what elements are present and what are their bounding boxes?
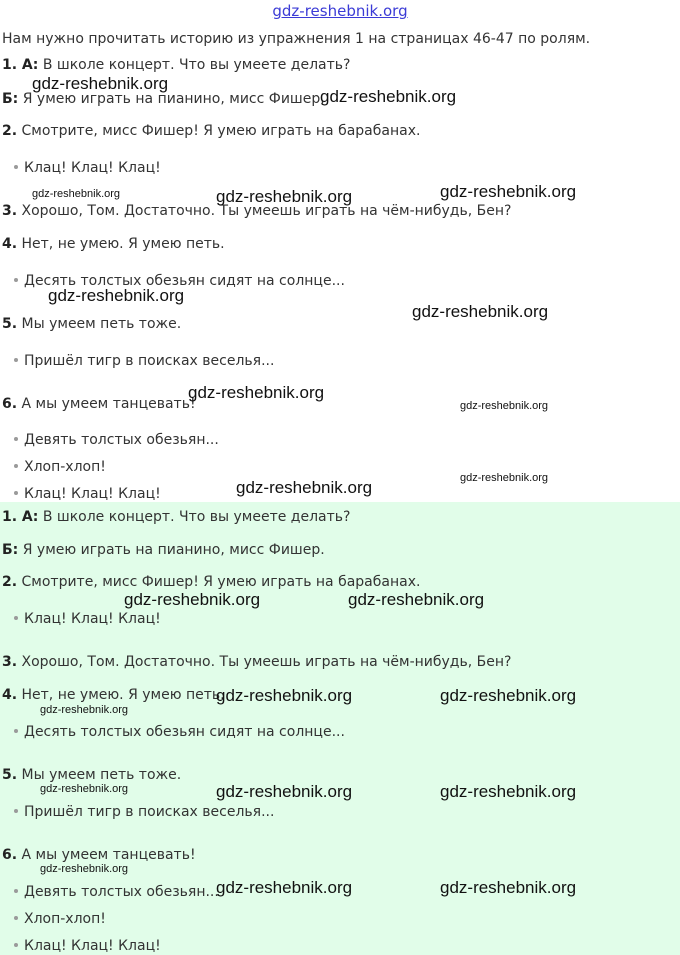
line-text: В школе концерт. Что вы умеете делать?	[38, 57, 351, 73]
watermark: gdz-reshebnik.org	[40, 863, 129, 875]
bullet-text: Девять толстых обезьян...	[24, 432, 219, 448]
bullet-line	[14, 485, 161, 503]
watermark: gdz-reshebnik.org	[460, 400, 549, 412]
bullet-text: Клац! Клац! Клац!	[24, 611, 161, 627]
bullet-line	[14, 431, 219, 449]
bullet-line	[14, 352, 274, 370]
watermark: gdz-reshebnik.org	[348, 590, 485, 609]
speaker-label: 1. А:	[2, 509, 39, 525]
dialogue-line	[2, 508, 350, 526]
line-text: Нет, не умею. Я умею петь.	[17, 687, 225, 703]
watermark: gdz-reshebnik.org	[320, 87, 457, 106]
line-text: А мы умеем танцевать!	[17, 396, 196, 412]
line-text: В школе концерт. Что вы умеете делать?	[38, 509, 351, 525]
dialogue-line	[2, 315, 181, 333]
watermark: gdz-reshebnik.org	[32, 188, 121, 200]
speaker-label: 5.	[2, 316, 18, 332]
bullet-dot-icon	[14, 165, 18, 169]
dialogue-line	[2, 541, 325, 559]
bullet-dot-icon	[14, 491, 18, 495]
dialogue-line	[2, 653, 511, 671]
watermark: gdz-reshebnik.org	[440, 782, 577, 801]
intro-text: Нам нужно прочитать историю из упражнения 1 на страницах 46-47 по ролям.	[2, 31, 591, 47]
dialogue-line	[2, 56, 350, 74]
bullet-text: Десять толстых обезьян сидят на солнце...	[24, 724, 345, 740]
watermark: gdz-reshebnik.org	[188, 383, 325, 402]
speaker-label: 4.	[2, 687, 18, 703]
dialogue-line	[2, 686, 225, 704]
bullet-line	[14, 803, 274, 821]
speaker-label: Б:	[2, 542, 19, 558]
watermark: gdz-reshebnik.org	[48, 286, 185, 305]
dialogue-line	[2, 846, 196, 864]
watermark: gdz-reshebnik.org	[236, 478, 373, 497]
bullet-text: Девять толстых обезьян...	[24, 884, 219, 900]
watermark: gdz-reshebnik.org	[440, 878, 577, 897]
bullet-text: Клац! Клац! Клац!	[24, 160, 161, 176]
bullet-text: Клац! Клац! Клац!	[24, 938, 161, 954]
watermark: gdz-reshebnik.org	[40, 704, 129, 716]
bullet-dot-icon	[14, 729, 18, 733]
watermark: gdz-reshebnik.org	[124, 590, 261, 609]
line-text: Я умею играть на пианино, мисс Фишер.	[18, 91, 325, 107]
speaker-label: 3.	[2, 203, 18, 219]
bullet-line	[14, 610, 161, 628]
line-text: А мы умеем танцевать!	[17, 847, 196, 863]
bullet-dot-icon	[14, 809, 18, 813]
watermark: gdz-reshebnik.org	[412, 302, 549, 321]
watermark: gdz-reshebnik.org	[40, 783, 129, 795]
bullet-line	[14, 910, 106, 928]
watermark: gdz-reshebnik.org	[32, 74, 169, 93]
bullet-line	[14, 723, 345, 741]
speaker-label: Б:	[2, 91, 19, 107]
watermark: gdz-reshebnik.org	[216, 187, 353, 206]
line-text: Мы умеем петь тоже.	[17, 316, 182, 332]
watermark: gdz-reshebnik.org	[216, 782, 353, 801]
bullet-dot-icon	[14, 358, 18, 362]
watermark: gdz-reshebnik.org	[440, 182, 577, 201]
bullet-dot-icon	[14, 278, 18, 282]
bullet-line	[14, 159, 161, 177]
bullet-line	[14, 883, 219, 901]
bullet-dot-icon	[14, 464, 18, 468]
line-text: Нет, не умею. Я умею петь.	[17, 236, 225, 252]
line-text: Смотрите, мисс Фишер! Я умею играть на барабанах.	[17, 123, 421, 139]
speaker-label: 5.	[2, 767, 18, 783]
bullet-dot-icon	[14, 943, 18, 947]
speaker-label: 6.	[2, 847, 18, 863]
speaker-label: 6.	[2, 396, 18, 412]
bullet-text: Десять толстых обезьян сидят на солнце...	[24, 273, 345, 289]
bullet-dot-icon	[14, 916, 18, 920]
bullet-text: Хлоп-хлоп!	[24, 911, 106, 927]
line-text: Мы умеем петь тоже.	[17, 767, 182, 783]
speaker-label: 2.	[2, 123, 18, 139]
bullet-text: Клац! Клац! Клац!	[24, 486, 161, 502]
bullet-dot-icon	[14, 889, 18, 893]
bullet-line	[14, 937, 161, 955]
speaker-label: 1. А:	[2, 57, 39, 73]
bullet-line	[14, 458, 106, 476]
line-text: Хорошо, Том. Достаточно. Ты умеешь играть на чём-нибудь, Бен?	[17, 203, 512, 219]
bullet-dot-icon	[14, 437, 18, 441]
line-text: Хорошо, Том. Достаточно. Ты умеешь играть на чём-нибудь, Бен?	[17, 654, 512, 670]
watermark: gdz-reshebnik.org	[460, 472, 549, 484]
dialogue-line	[2, 122, 420, 140]
watermark: gdz-reshebnik.org	[216, 686, 353, 705]
speaker-label: 2.	[2, 574, 18, 590]
speaker-label: 3.	[2, 654, 18, 670]
dialogue-line	[2, 573, 420, 591]
watermark: gdz-reshebnik.org	[440, 686, 577, 705]
bullet-text: Пришёл тигр в поисках веселья...	[24, 804, 275, 820]
speaker-label: 4.	[2, 236, 18, 252]
bullet-text: Хлоп-хлоп!	[24, 459, 106, 475]
line-text: Я умею играть на пианино, мисс Фишер.	[18, 542, 325, 558]
dialogue-line	[2, 235, 225, 253]
site-title-link[interactable]: gdz-reshebnik.org	[272, 2, 408, 20]
dialogue-line	[2, 395, 196, 413]
dialogue-line	[2, 766, 181, 784]
bullet-text: Пришёл тигр в поисках веселья...	[24, 353, 275, 369]
bullet-dot-icon	[14, 616, 18, 620]
watermark: gdz-reshebnik.org	[216, 878, 353, 897]
line-text: Смотрите, мисс Фишер! Я умею играть на барабанах.	[17, 574, 421, 590]
